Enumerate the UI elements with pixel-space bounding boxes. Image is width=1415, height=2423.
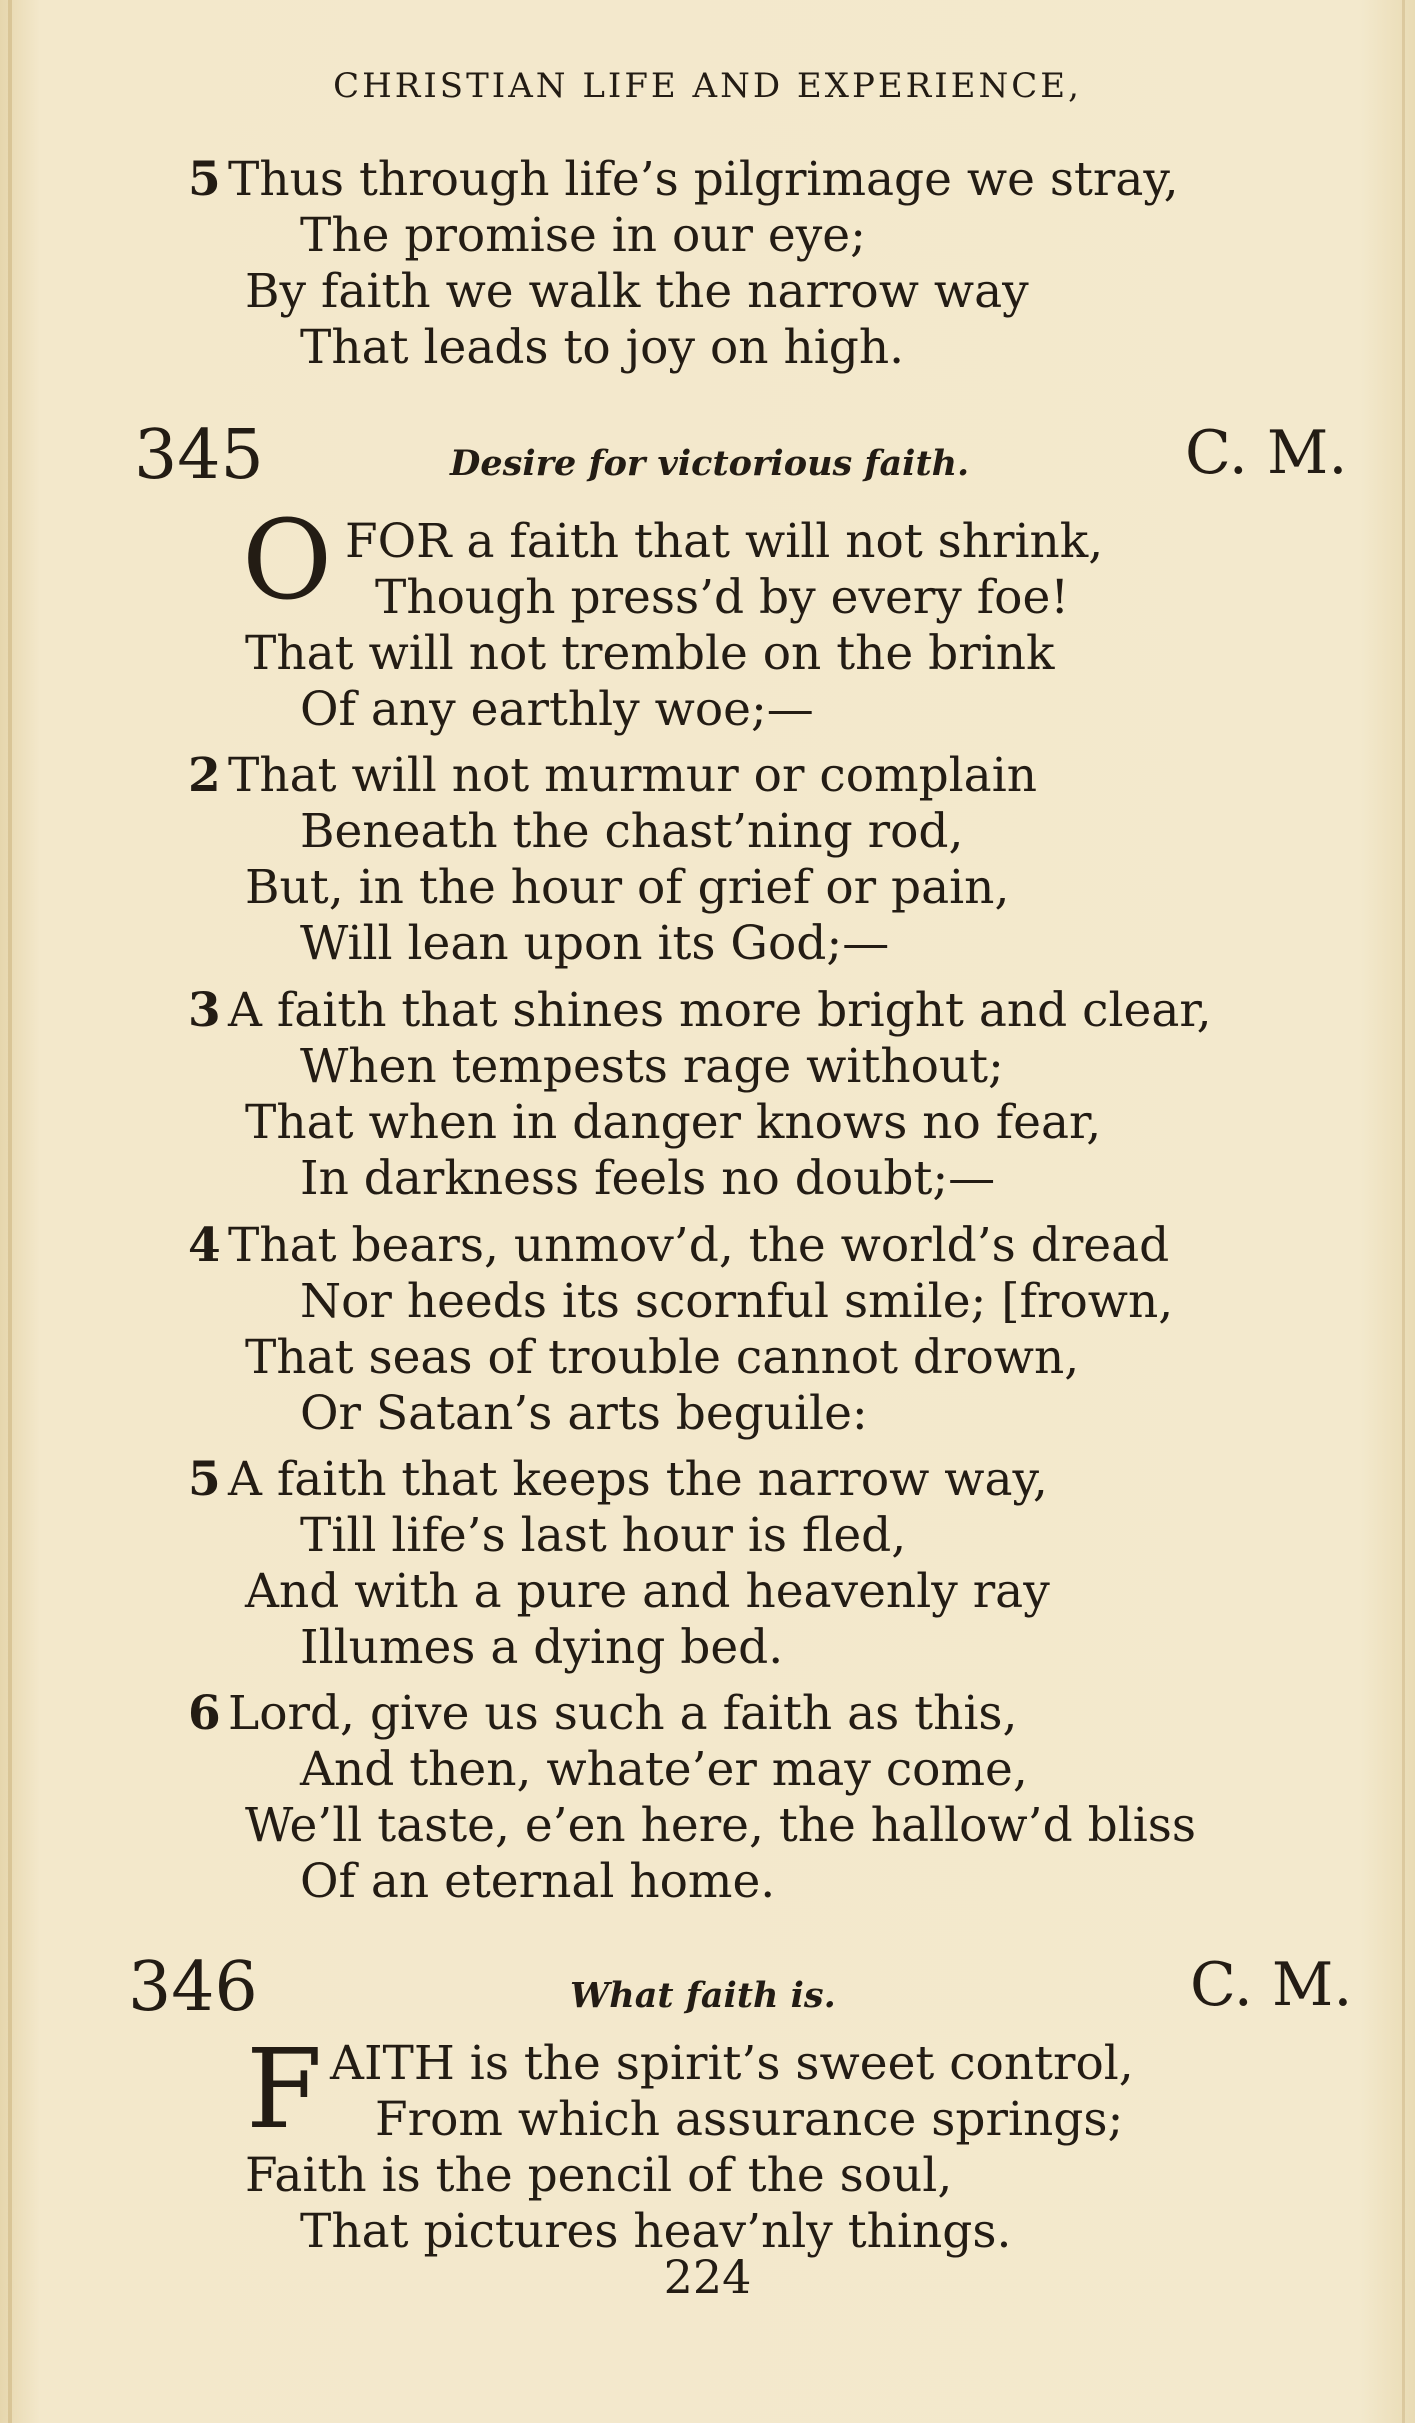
hymn-346-s1-line-3: Faith is the pencil of the soul, (245, 2148, 953, 2203)
stanza-5-line-3: By faith we walk the narrow way (245, 264, 1029, 319)
hymn-345-s1-line-3: That will not tremble on the brink (245, 626, 1055, 681)
page-edge-right (1402, 0, 1405, 2423)
hymn-345-s2-line-4: Will lean upon its God;— (300, 916, 890, 971)
verse-number: 5 (188, 1452, 221, 1507)
hymn-346-s1-line-1: AITH is the spirit’s sweet control, (330, 2036, 1134, 2091)
hymn-345-s4-line-2: Nor heeds its scornful smile; [frown, (300, 1274, 1174, 1329)
running-head: CHRISTIAN LIFE AND EXPERIENCE, (333, 66, 1082, 106)
hymn-345-s6-line-4: Of an eternal home. (300, 1854, 776, 1909)
hymn-345-s6-line-1: 6 Lord, give us such a faith as this, (188, 1686, 1018, 1741)
hymn-345-s1-line-4: Of any earthly woe;— (300, 682, 814, 737)
hymn-345-s1-line-1: FOR a faith that will not shrink, (345, 514, 1104, 569)
page-edge-left (8, 0, 12, 2423)
hymn-346-drop-cap: F (246, 2025, 323, 2153)
hymn-345-s5-line-4: Illumes a dying bed. (300, 1620, 784, 1675)
hymn-346-number: 346 (128, 1948, 258, 2027)
hymn-345-s2-line-2: Beneath the chast’ning rod, (300, 804, 964, 859)
verse-number: 2 (188, 748, 221, 803)
hymn-346-title: What faith is. (570, 1975, 836, 2016)
stanza-5-line-2: The promise in our eye; (300, 208, 866, 263)
hymn-345-s4-line-4: Or Satan’s arts beguile: (300, 1386, 868, 1441)
hymn-345-s3-line-4: In darkness feels no doubt;— (300, 1151, 996, 1206)
hymn-345-title: Desire for victorious faith. (450, 443, 970, 484)
hymn-345-number: 345 (134, 416, 264, 495)
page-number: 224 (663, 2250, 752, 2304)
hymn-346-s1-line-4: That pictures heav’nly things. (300, 2204, 1012, 2259)
hymn-345-s4-line-3: That seas of trouble cannot drown, (245, 1330, 1080, 1385)
hymn-346-meter: C. M. (1190, 1950, 1353, 2020)
hymn-345-s5-line-2: Till life’s last hour is fled, (300, 1508, 907, 1563)
stanza-5-line-1: 5 Thus through life’s pilgrimage we stray, (188, 152, 1179, 207)
hymn-346-s1-line-2: From which assurance springs; (375, 2092, 1124, 2147)
hymn-345-s3-line-1: 3 A faith that shines more bright and clear, (188, 983, 1212, 1038)
verse-number: 3 (188, 983, 221, 1038)
hymn-345-s5-line-3: And with a pure and heavenly ray (245, 1564, 1050, 1619)
hymn-345-s6-line-2: And then, whate’er may come, (300, 1742, 1028, 1797)
hymn-345-s3-line-3: That when in danger knows no fear, (245, 1095, 1102, 1150)
hymn-345-drop-cap: O (242, 496, 333, 624)
verse-number: 6 (188, 1686, 221, 1741)
hymn-345-s2-line-3: But, in the hour of grief or pain, (245, 860, 1010, 915)
hymn-345-s6-line-3: We’ll taste, e’en here, the hallow’d bliss (245, 1798, 1197, 1853)
hymn-345-s1-line-2: Though press’d by every foe! (375, 570, 1070, 625)
verse-number: 5 (188, 152, 221, 207)
verse-number: 4 (188, 1218, 221, 1273)
stanza-5-line-4: That leads to joy on high. (300, 320, 905, 375)
hymn-345-s2-line-1: 2 That will not murmur or complain (188, 748, 1038, 803)
hymn-345-s3-line-2: When tempests rage without; (300, 1039, 1004, 1094)
hymn-345-meter: C. M. (1185, 418, 1348, 488)
hymn-345-s4-line-1: 4 That bears, unmov’d, the world’s dread (188, 1218, 1170, 1273)
hymn-345-s5-line-1: 5 A faith that keeps the narrow way, (188, 1452, 1048, 1507)
